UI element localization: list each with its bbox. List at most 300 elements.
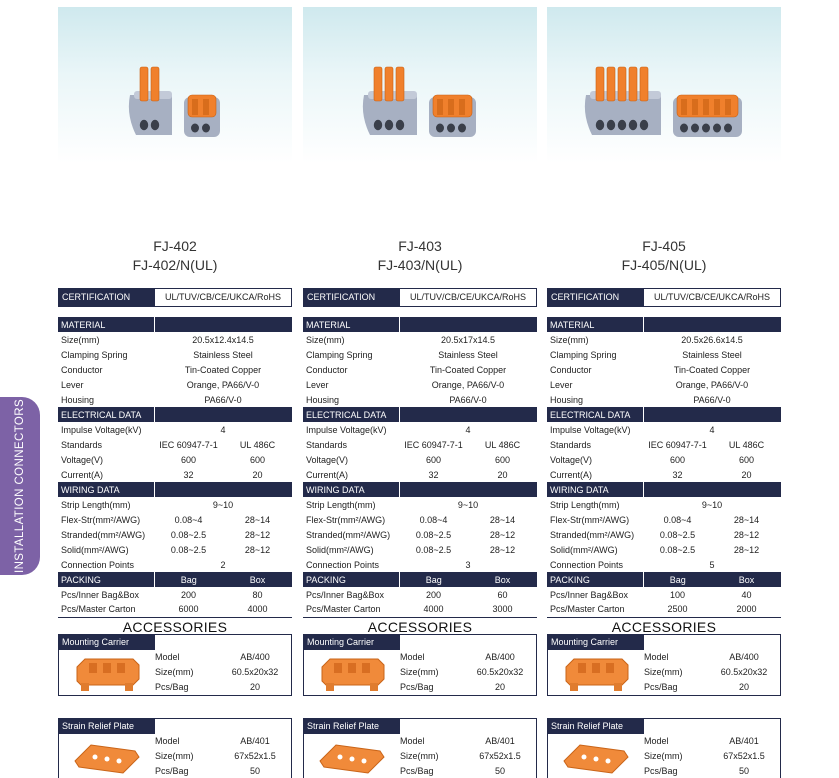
material-size-mm-value: 20.5x17x14.5 xyxy=(440,334,496,345)
electrical-current-a-value-2: 20 xyxy=(741,469,752,480)
strain-relief-row xyxy=(644,734,780,749)
electrical-header-fill xyxy=(643,407,781,422)
wiring-flex-str-label: Flex-Str(mm²/AWG) xyxy=(550,514,630,525)
electrical-current-a-value-2: 20 xyxy=(252,469,263,480)
accessories-title: ACCESSORIES xyxy=(122,619,228,635)
wiring-stranded-value-1: 0.08~2.5 xyxy=(415,529,452,540)
wiring-header-row xyxy=(303,482,537,497)
wiring-header-fill xyxy=(399,482,537,497)
electrical-header-fill xyxy=(399,407,537,422)
packing-box-header: Box xyxy=(223,572,292,587)
mounting-value: 60.5x20x32 xyxy=(231,667,279,677)
certification-row xyxy=(547,288,781,307)
mounting-carrier-image xyxy=(316,653,388,693)
model-ul-number: FJ-405/N(UL) xyxy=(621,257,707,273)
strain-relief-label: Pcs/Bag xyxy=(644,766,678,776)
wiring-solid-row xyxy=(547,542,781,557)
material-housing-value: PA66/V-0 xyxy=(204,394,242,405)
wiring-flex-str-label: Flex-Str(mm²/AWG) xyxy=(306,514,386,525)
material-clamping-spring-row xyxy=(58,347,292,362)
electrical-standards-row xyxy=(303,437,537,452)
connection-points-label: Connection Points xyxy=(306,559,380,570)
wiring-solid-row xyxy=(58,542,292,557)
wiring-header-row xyxy=(547,482,781,497)
connection-points-value: 3 xyxy=(465,559,471,570)
packing-inner-label: Pcs/Inner Bag&Box xyxy=(550,589,629,600)
material-lever-label: Lever xyxy=(61,379,84,390)
electrical-current-a-row xyxy=(303,467,537,482)
material-conductor-row xyxy=(547,362,781,377)
connector-image xyxy=(547,7,781,202)
side-tab-label: INSTALLATION CONNECTORS xyxy=(14,398,26,574)
strain-relief-row xyxy=(155,749,291,764)
wiring-solid-label: Solid(mm²/AWG) xyxy=(550,544,618,555)
strain-relief-value: 50 xyxy=(494,766,505,776)
model-number: FJ-402 xyxy=(153,238,197,254)
material-size-mm-label: Size(mm) xyxy=(306,334,345,345)
spec-table xyxy=(547,317,781,618)
wiring-header-fill xyxy=(154,482,292,497)
packing-header: PACKING xyxy=(58,572,154,587)
mounting-label: Size(mm) xyxy=(155,667,194,677)
wiring-flex-str-value-2: 28~14 xyxy=(489,514,516,525)
impulse-voltage-label: Impulse Voltage(kV) xyxy=(306,424,387,435)
wiring-solid-label: Solid(mm²/AWG) xyxy=(306,544,374,555)
wiring-solid-value-1: 0.08~2.5 xyxy=(170,544,207,555)
electrical-header-row xyxy=(58,407,292,422)
material-conductor-label: Conductor xyxy=(61,364,103,375)
material-clamping-spring-value: Stainless Steel xyxy=(438,349,498,360)
material-size-mm-value: 20.5x26.6x14.5 xyxy=(681,334,743,345)
wiring-stranded-label: Stranded(mm²/AWG) xyxy=(550,529,635,540)
impulse-voltage-value: 4 xyxy=(709,424,715,435)
material-header-fill xyxy=(399,317,537,332)
product-column xyxy=(303,7,537,776)
certification-value: UL/TUV/CB/CE/UKCA/RoHS xyxy=(164,292,282,302)
wiring-solid-value-1: 0.08~2.5 xyxy=(415,544,452,555)
wiring-flex-str-label: Flex-Str(mm²/AWG) xyxy=(61,514,141,525)
connector-closed-levers xyxy=(673,95,742,137)
electrical-current-a-value-1: 32 xyxy=(672,469,683,480)
packing-header: PACKING xyxy=(303,572,399,587)
packing-bag-header: Bag xyxy=(154,572,223,587)
packing-inner-value-1: 200 xyxy=(425,589,442,600)
electrical-standards-label: Standards xyxy=(61,439,103,450)
accessories-title: ACCESSORIES xyxy=(367,619,473,635)
material-lever-row xyxy=(547,377,781,392)
material-size-mm-value: 20.5x12.4x14.5 xyxy=(192,334,254,345)
material-lever-value: Orange, PA66/V-0 xyxy=(186,379,260,390)
connector-image xyxy=(58,7,292,202)
material-conductor-row xyxy=(303,362,537,377)
material-conductor-label: Conductor xyxy=(550,364,592,375)
wiring-stranded-value-1: 0.08~2.5 xyxy=(659,529,696,540)
mounting-row xyxy=(155,650,291,665)
packing-master-label: Pcs/Master Carton xyxy=(547,602,643,617)
material-header-fill xyxy=(643,317,781,332)
mounting-label: Pcs/Bag xyxy=(400,682,434,692)
material-header: MATERIAL xyxy=(547,317,643,332)
packing-inner-value-1: 200 xyxy=(180,589,197,600)
model-ul-number: FJ-403/N(UL) xyxy=(377,257,463,273)
packing-master-label: Pcs/Master Carton xyxy=(303,602,399,617)
model-names xyxy=(547,237,781,275)
model-number: FJ-403 xyxy=(398,238,442,254)
material-clamping-spring-row xyxy=(303,347,537,362)
material-housing-label: Housing xyxy=(550,394,584,405)
product-photo xyxy=(547,7,781,202)
packing-inner-value-2: 60 xyxy=(497,589,508,600)
connector-open-levers xyxy=(129,67,172,135)
strain-relief-title: Strain Relief Plate xyxy=(304,719,400,734)
packing-master-value-2: 2000 xyxy=(712,602,781,617)
wiring-flex-str-value-2: 28~14 xyxy=(733,514,760,525)
product-column xyxy=(58,7,292,776)
material-conductor-label: Conductor xyxy=(306,364,348,375)
electrical-current-a-value-1: 32 xyxy=(428,469,439,480)
connection-points-value: 5 xyxy=(709,559,715,570)
strain-relief-row xyxy=(644,764,780,778)
electrical-voltage-v-label: Voltage(V) xyxy=(306,454,349,465)
wiring-stranded-label: Stranded(mm²/AWG) xyxy=(306,529,391,540)
model-names xyxy=(303,237,537,275)
strip-length-row xyxy=(303,497,537,512)
electrical-voltage-v-row xyxy=(58,452,292,467)
connection-points-row xyxy=(58,557,292,572)
electrical-current-a-label: Current(A) xyxy=(306,469,349,480)
wiring-solid-row xyxy=(303,542,537,557)
wiring-flex-str-value-1: 0.08~4 xyxy=(663,514,692,525)
strain-relief-row xyxy=(400,749,536,764)
strain-relief-label: Model xyxy=(644,736,669,746)
wiring-flex-str-row xyxy=(303,512,537,527)
material-conductor-value: Tin-Coated Copper xyxy=(673,364,751,375)
packing-bag-header: Bag xyxy=(643,572,712,587)
material-clamping-spring-label: Clamping Spring xyxy=(550,349,617,360)
wiring-flex-str-value-2: 28~14 xyxy=(244,514,271,525)
wiring-stranded-value-2: 28~12 xyxy=(244,529,271,540)
material-housing-row xyxy=(58,392,292,407)
material-housing-value: PA66/V-0 xyxy=(693,394,731,405)
strain-relief-row xyxy=(400,734,536,749)
strain-relief-value: AB/401 xyxy=(729,736,759,746)
connection-points-row xyxy=(547,557,781,572)
packing-master-label: Pcs/Master Carton xyxy=(58,602,154,617)
mounting-label: Size(mm) xyxy=(644,667,683,677)
material-header: MATERIAL xyxy=(303,317,399,332)
packing-box-header: Box xyxy=(468,572,537,587)
material-housing-label: Housing xyxy=(61,394,95,405)
connection-points-value: 2 xyxy=(220,559,226,570)
strain-relief-title: Strain Relief Plate xyxy=(548,719,644,734)
mounting-carrier-title: Mounting Carrier xyxy=(59,635,155,650)
strain-relief-row xyxy=(155,764,291,778)
certification-row xyxy=(58,288,292,307)
electrical-voltage-v-row xyxy=(547,452,781,467)
material-conductor-value: Tin-Coated Copper xyxy=(429,364,507,375)
material-lever-label: Lever xyxy=(550,379,573,390)
spec-table xyxy=(303,317,537,618)
wiring-header: WIRING DATA xyxy=(58,482,154,497)
electrical-voltage-v-value-1: 600 xyxy=(425,454,442,465)
electrical-header: ELECTRICAL DATA xyxy=(303,407,399,422)
wiring-stranded-label: Stranded(mm²/AWG) xyxy=(61,529,146,540)
strip-length-value: 9~10 xyxy=(701,499,723,510)
packing-inner-value-2: 40 xyxy=(741,589,752,600)
material-size-mm-row xyxy=(58,332,292,347)
packing-master-value-1: 2500 xyxy=(643,602,712,617)
strain-relief-plate-box xyxy=(303,718,537,778)
wiring-header: WIRING DATA xyxy=(303,482,399,497)
wiring-flex-str-row xyxy=(547,512,781,527)
electrical-header-row xyxy=(547,407,781,422)
mounting-value: AB/400 xyxy=(485,652,515,662)
electrical-header: ELECTRICAL DATA xyxy=(58,407,154,422)
material-header-row xyxy=(547,317,781,332)
electrical-voltage-v-value-1: 600 xyxy=(180,454,197,465)
strain-relief-value: 50 xyxy=(738,766,749,776)
strain-relief-plate-image xyxy=(316,737,388,777)
electrical-voltage-v-value-2: 600 xyxy=(494,454,511,465)
impulse-voltage-value: 4 xyxy=(220,424,226,435)
mounting-row xyxy=(155,665,291,680)
material-header: MATERIAL xyxy=(58,317,154,332)
product-photo xyxy=(303,7,537,202)
wiring-solid-label: Solid(mm²/AWG) xyxy=(61,544,129,555)
wiring-stranded-row xyxy=(58,527,292,542)
strain-relief-value: AB/401 xyxy=(240,736,270,746)
certification-label: CERTIFICATION xyxy=(59,289,155,306)
mounting-label: Pcs/Bag xyxy=(155,682,189,692)
packing-header-row xyxy=(58,572,292,587)
wiring-header-fill xyxy=(643,482,781,497)
strain-relief-label: Size(mm) xyxy=(155,751,194,761)
strain-relief-row xyxy=(644,749,780,764)
electrical-header: ELECTRICAL DATA xyxy=(547,407,643,422)
material-housing-row xyxy=(547,392,781,407)
strain-relief-label: Model xyxy=(400,736,425,746)
accessories-title: ACCESSORIES xyxy=(611,619,717,635)
certification-label: CERTIFICATION xyxy=(304,289,400,306)
certification-label: CERTIFICATION xyxy=(548,289,644,306)
mounting-label: Model xyxy=(644,652,669,662)
packing-box-header: Box xyxy=(712,572,781,587)
mounting-value: 60.5x20x32 xyxy=(720,667,768,677)
spec-table xyxy=(58,317,292,618)
strain-relief-value: AB/401 xyxy=(485,736,515,746)
material-conductor-value: Tin-Coated Copper xyxy=(184,364,262,375)
mounting-row xyxy=(155,680,291,695)
electrical-current-a-value-2: 20 xyxy=(497,469,508,480)
strain-relief-value: 67x52x1.5 xyxy=(234,751,276,761)
connection-points-label: Connection Points xyxy=(550,559,624,570)
strain-relief-value: 67x52x1.5 xyxy=(479,751,521,761)
mounting-row xyxy=(400,650,536,665)
electrical-voltage-v-label: Voltage(V) xyxy=(61,454,104,465)
model-names xyxy=(58,237,292,275)
material-lever-value: Orange, PA66/V-0 xyxy=(431,379,505,390)
packing-inner-row xyxy=(58,587,292,602)
wiring-stranded-value-1: 0.08~2.5 xyxy=(170,529,207,540)
packing-inner-value-1: 100 xyxy=(669,589,686,600)
packing-master-value-2: 4000 xyxy=(223,602,292,617)
packing-bag-header: Bag xyxy=(399,572,468,587)
electrical-standards-value-2: UL 486C xyxy=(484,439,521,450)
packing-master-row xyxy=(303,602,537,617)
strip-length-label: Strip Length(mm) xyxy=(306,499,376,510)
strain-relief-plate-box xyxy=(547,718,781,778)
strain-relief-plate-image xyxy=(71,737,143,777)
wiring-flex-str-row xyxy=(58,512,292,527)
strain-relief-label: Size(mm) xyxy=(644,751,683,761)
impulse-voltage-row xyxy=(547,422,781,437)
material-housing-value: PA66/V-0 xyxy=(449,394,487,405)
mounting-carrier-box xyxy=(303,634,537,696)
product-photo xyxy=(58,7,292,202)
electrical-voltage-v-value-2: 600 xyxy=(738,454,755,465)
material-housing-row xyxy=(303,392,537,407)
electrical-current-a-label: Current(A) xyxy=(61,469,104,480)
strain-relief-value: 50 xyxy=(249,766,260,776)
strain-relief-title: Strain Relief Plate xyxy=(59,719,155,734)
material-header-row xyxy=(303,317,537,332)
packing-inner-label: Pcs/Inner Bag&Box xyxy=(306,589,385,600)
strain-relief-label: Size(mm) xyxy=(400,751,439,761)
electrical-current-a-value-1: 32 xyxy=(183,469,194,480)
electrical-standards-row xyxy=(58,437,292,452)
electrical-voltage-v-row xyxy=(303,452,537,467)
strain-relief-plate-box xyxy=(58,718,292,778)
mounting-label: Model xyxy=(155,652,180,662)
material-lever-row xyxy=(303,377,537,392)
strip-length-row xyxy=(58,497,292,512)
material-size-mm-row xyxy=(303,332,537,347)
strain-relief-value: 67x52x1.5 xyxy=(723,751,765,761)
impulse-voltage-value: 4 xyxy=(465,424,471,435)
strain-relief-row xyxy=(155,734,291,749)
mounting-row xyxy=(400,680,536,695)
connector-open-levers xyxy=(363,67,417,135)
packing-inner-value-2: 80 xyxy=(252,589,263,600)
material-size-mm-row xyxy=(547,332,781,347)
wiring-flex-str-value-1: 0.08~4 xyxy=(419,514,448,525)
strip-length-label: Strip Length(mm) xyxy=(550,499,620,510)
impulse-voltage-label: Impulse Voltage(kV) xyxy=(550,424,631,435)
mounting-row xyxy=(644,665,780,680)
strip-length-row xyxy=(547,497,781,512)
impulse-voltage-label: Impulse Voltage(kV) xyxy=(61,424,142,435)
model-ul-number: FJ-402/N(UL) xyxy=(132,257,218,273)
wiring-flex-str-value-1: 0.08~4 xyxy=(174,514,203,525)
electrical-standards-value-2: UL 486C xyxy=(239,439,276,450)
mounting-value: 20 xyxy=(494,682,505,692)
wiring-solid-value-1: 0.08~2.5 xyxy=(659,544,696,555)
wiring-stranded-row xyxy=(547,527,781,542)
mounting-row xyxy=(400,665,536,680)
electrical-current-a-row xyxy=(58,467,292,482)
impulse-voltage-row xyxy=(303,422,537,437)
material-clamping-spring-row xyxy=(547,347,781,362)
mounting-carrier-image xyxy=(71,653,143,693)
electrical-voltage-v-value-2: 600 xyxy=(249,454,266,465)
wiring-header-row xyxy=(58,482,292,497)
material-header-fill xyxy=(154,317,292,332)
electrical-standards-label: Standards xyxy=(306,439,348,450)
mounting-row xyxy=(644,650,780,665)
connector-closed-levers xyxy=(184,95,220,137)
electrical-standards-value-1: IEC 60947-7-1 xyxy=(648,439,707,450)
wiring-stranded-value-2: 28~12 xyxy=(489,529,516,540)
electrical-standards-value-1: IEC 60947-7-1 xyxy=(159,439,218,450)
packing-master-value-2: 3000 xyxy=(468,602,537,617)
strain-relief-label: Pcs/Bag xyxy=(155,766,189,776)
wiring-solid-value-2: 28~12 xyxy=(244,544,271,555)
packing-header-row xyxy=(547,572,781,587)
packing-master-value-1: 6000 xyxy=(154,602,223,617)
electrical-standards-value-1: IEC 60947-7-1 xyxy=(404,439,463,450)
connector-open-levers xyxy=(585,67,661,135)
mounting-carrier-image xyxy=(560,653,632,693)
packing-master-value-1: 4000 xyxy=(399,602,468,617)
wiring-header: WIRING DATA xyxy=(547,482,643,497)
side-tab xyxy=(0,397,40,575)
certification-row xyxy=(303,288,537,307)
mounting-value: AB/400 xyxy=(729,652,759,662)
certification-value: UL/TUV/CB/CE/UKCA/RoHS xyxy=(409,292,527,302)
strain-relief-row xyxy=(400,764,536,778)
packing-header-row xyxy=(303,572,537,587)
wiring-stranded-row xyxy=(303,527,537,542)
packing-inner-row xyxy=(303,587,537,602)
mounting-value: 20 xyxy=(738,682,749,692)
wiring-solid-value-2: 28~12 xyxy=(489,544,516,555)
mounting-carrier-title: Mounting Carrier xyxy=(304,635,400,650)
material-clamping-spring-value: Stainless Steel xyxy=(682,349,742,360)
mounting-carrier-title: Mounting Carrier xyxy=(548,635,644,650)
mounting-value: AB/400 xyxy=(240,652,270,662)
material-size-mm-label: Size(mm) xyxy=(61,334,100,345)
strip-length-label: Strip Length(mm) xyxy=(61,499,131,510)
strain-relief-label: Pcs/Bag xyxy=(400,766,434,776)
wiring-solid-value-2: 28~12 xyxy=(733,544,760,555)
packing-inner-label: Pcs/Inner Bag&Box xyxy=(61,589,140,600)
electrical-standards-value-2: UL 486C xyxy=(728,439,765,450)
electrical-current-a-label: Current(A) xyxy=(550,469,593,480)
connector-closed-levers xyxy=(429,95,476,137)
electrical-header-fill xyxy=(154,407,292,422)
electrical-standards-row xyxy=(547,437,781,452)
wiring-stranded-value-2: 28~12 xyxy=(733,529,760,540)
packing-master-row xyxy=(58,602,292,617)
electrical-standards-label: Standards xyxy=(550,439,592,450)
certification-value: UL/TUV/CB/CE/UKCA/RoHS xyxy=(653,292,771,302)
packing-header: PACKING xyxy=(547,572,643,587)
material-clamping-spring-label: Clamping Spring xyxy=(61,349,128,360)
material-housing-label: Housing xyxy=(306,394,340,405)
strip-length-value: 9~10 xyxy=(212,499,234,510)
electrical-header-row xyxy=(303,407,537,422)
material-conductor-row xyxy=(58,362,292,377)
product-column xyxy=(547,7,781,776)
mounting-value: 60.5x20x32 xyxy=(476,667,524,677)
mounting-value: 20 xyxy=(249,682,260,692)
strip-length-value: 9~10 xyxy=(457,499,479,510)
material-lever-value: Orange, PA66/V-0 xyxy=(675,379,749,390)
electrical-voltage-v-value-1: 600 xyxy=(669,454,686,465)
material-lever-label: Lever xyxy=(306,379,329,390)
electrical-voltage-v-label: Voltage(V) xyxy=(550,454,593,465)
mounting-carrier-box xyxy=(547,634,781,696)
